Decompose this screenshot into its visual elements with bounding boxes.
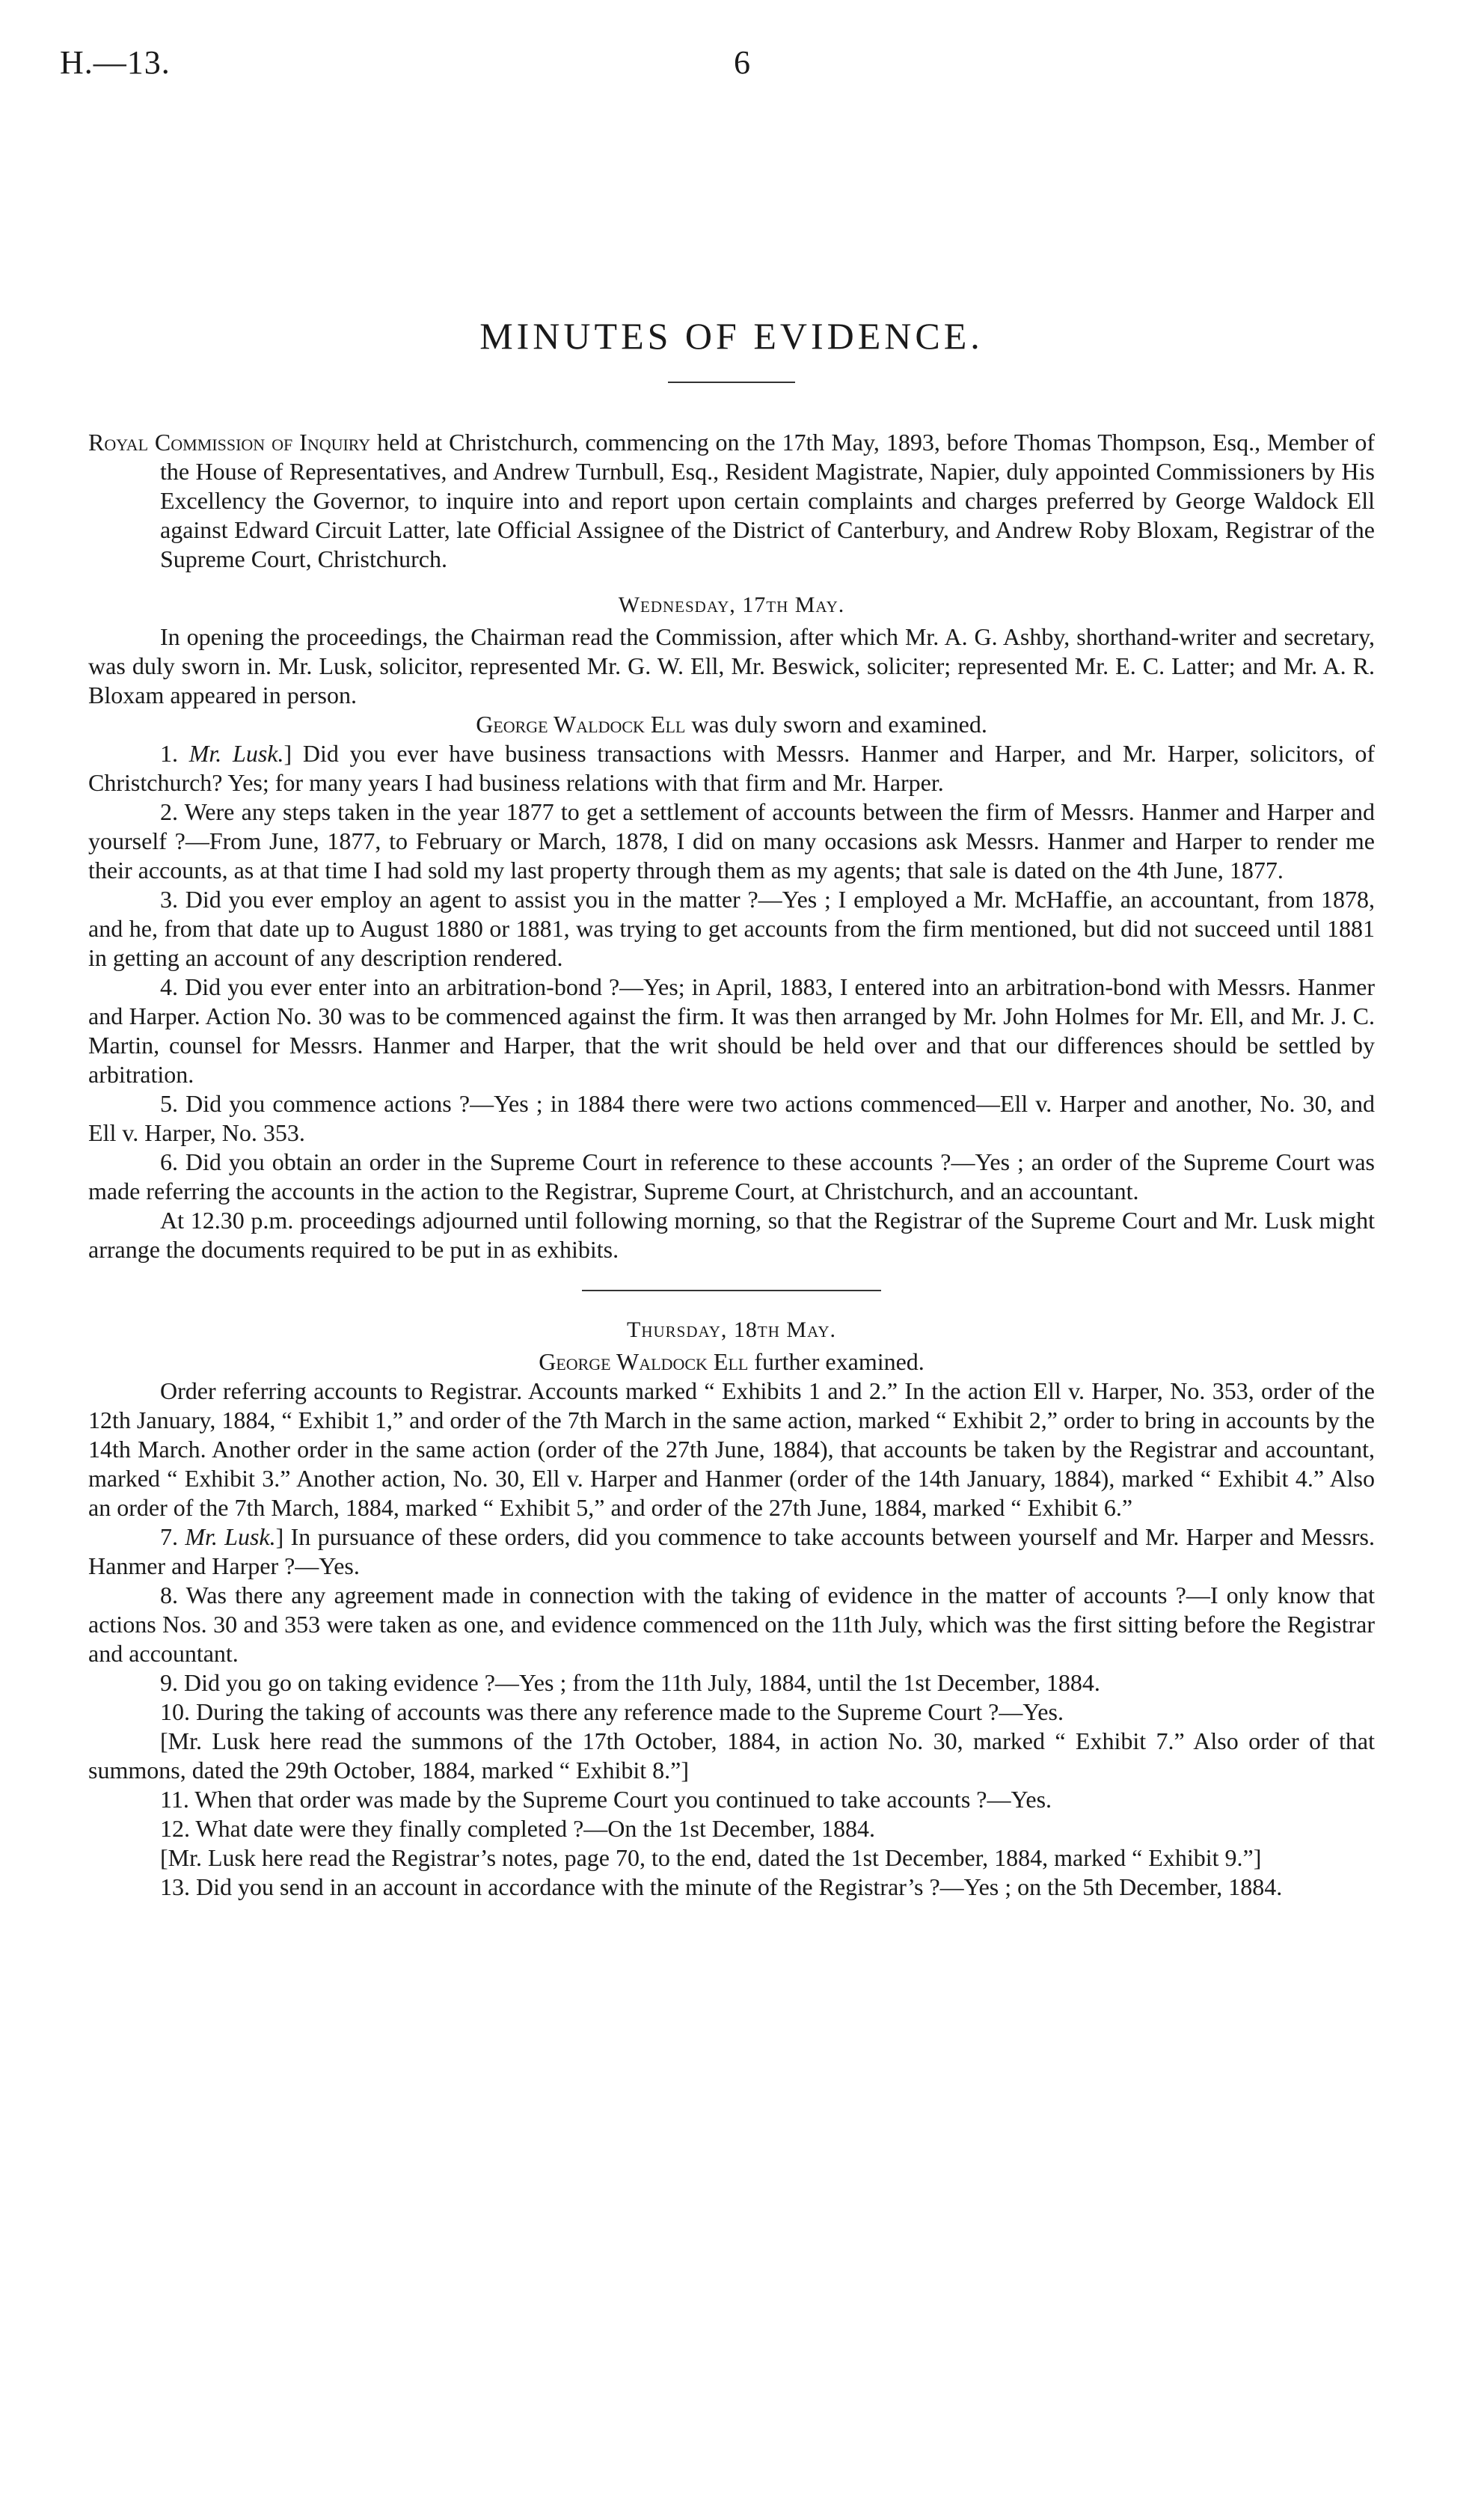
question-text: ] In pursuance of these orders, did you commence to take accounts between yourself and Mr. Harper and Messrs. Hanmer and Harper ?—Yes. [88, 1523, 1376, 1579]
day2-witness-line [88, 1347, 1375, 1377]
question-9: 9. Did you go on taking evidence ?—Yes ; from the 11th July, 1884, until the 1st December, 1884. [160, 1669, 1100, 1696]
day1-witness-line [88, 710, 1375, 739]
adjournment-note: At 12.30 p.m. proceedings adjourned until following morning, so that the Registrar of the Supreme Court and Mr. Lusk might arrange the documents required to be put in as exhibits. [88, 1207, 1375, 1263]
day1-heading: Wednesday, 17th May. [618, 593, 845, 617]
document-title: MINUTES OF EVIDENCE. [479, 315, 984, 357]
question-4: 4. Did you ever enter into an arbitration-bond ?—Yes; in April, 1883, I entered into an arbitration-bond with Messrs. Hanmer and Harper. Action No. 30 was to be commenced against the firm. It was then arranged by Mr. John Holmes for Mr. Ell, and Mr. J. C. Martin, counsel for Messrs. Hanmer and Harper, that the writ should be held over and that our differences should be settled by arbitration. [88, 973, 1375, 1088]
exhibit-note-9: [Mr. Lusk here read the Registrar’s notes, page 70, to the end, dated the 1st December, 1884, marked “ Exhibit 9.”] [160, 1844, 1262, 1871]
document-body [88, 314, 1375, 1902]
question-13: 13. Did you send in an account in accordance with the minute of the Registrar’s ?—Yes ; on the 5th December, 1884. [160, 1873, 1283, 1900]
question-speaker: Mr. Lusk. [188, 740, 284, 767]
section-divider [582, 1290, 881, 1291]
question-number: 7. [160, 1523, 186, 1550]
order-paragraph: Order referring accounts to Registrar. Accounts marked “ Exhibits 1 and 2.” In the action Ell v. Harper, No. 353, order of the 12th January, 1884, “ Exhibit 1,” and order of the 7th March in the same action, marked “ Exhibit 2,” order to bring in accounts by the 14th March. Another order in the same action (order of the 27th June, 1884), that accounts be taken by the Registrar and accountant, marked “ Exhibit 3.” Another action, No. 30, Ell v. Harper and Hanmer (order of the 14th January, 1884), marked “ Exhibit 4.” Also an order of the 7th March, 1884, marked “ Exhibit 5,” and order of the 27th June, 1884, marked “ Exhibit 6.” [88, 1377, 1375, 1521]
question-11: 11. When that order was made by the Supreme Court you continued to take accounts ?—Yes. [160, 1786, 1052, 1813]
exhibit-note-7-8: [Mr. Lusk here read the summons of the 17th October, 1884, in action No. 30, marked “ Exhibit 7.” Also order of that summons, dated the 29th October, 1884, marked “ Exhibit 8.”] [88, 1727, 1375, 1784]
witness-status: further examined. [748, 1348, 925, 1375]
day2-heading: Thursday, 18th May. [627, 1317, 836, 1342]
question-5: 5. Did you commence actions ?—Yes ; in 1884 there were two actions commenced—Ell v. Harper and another, No. 30, and Ell v. Harper, No. 353. [88, 1090, 1375, 1146]
day1-opening: In opening the proceedings, the Chairman read the Commission, after which Mr. A. G. Ashby, shorthand-writer and secretary, was duly sworn in. Mr. Lusk, solicitor, represented Mr. G. W. Ell, Mr. Beswick, soliciter; represented Mr. E. C. Latter; and Mr. A. R. Bloxam appeared in person. [88, 623, 1375, 708]
intro-lead: Royal Commission of Inquiry [88, 429, 371, 456]
page-number: 6 [734, 44, 750, 81]
question-6: 6. Did you obtain an order in the Supreme Court in reference to these accounts ?—Yes ; an order of the Supreme Court was made referring the accounts in the action to the Registrar, Supreme Court, at Christchurch, and an accountant. [88, 1148, 1375, 1204]
document-code: H.—13. [60, 44, 171, 81]
page-header [60, 43, 1424, 96]
intro-text: held at Christchurch, commencing on the 17th May, 1893, before Thomas Thompson, Esq., Member of the House of Representatives, and Andrew Turnbull, Esq., Resident Magistrate, Napier, duly appointed Commissioners by His Excellency the Governor, to inquire into and report upon certain complaints and charges preferred by George Waldock Ell against Edward Circuit Latter, late Official Assignee of the District of Canterbury, and Andrew Roby Bloxam, Registrar of the Supreme Court, Christchurch. [160, 429, 1375, 572]
question-12: 12. What date were they finally completed ?—On the 1st December, 1884. [160, 1815, 876, 1842]
witness-status: was duly sworn and examined. [685, 711, 987, 738]
title-divider [668, 382, 795, 383]
question-1 [88, 739, 1375, 798]
question-text: ] Did you ever have business transactions with Messrs. Hanmer and Harper, and Mr. Harper, solicitors, of Christchurch? Yes; for many years I had business relations with that firm and Mr. Harper. [88, 740, 1376, 796]
question-speaker: Mr. Lusk. [185, 1523, 276, 1550]
question-3: 3. Did you ever employ an agent to assist you in the matter ?—Yes ; I employed a Mr. McHaffie, an accountant, from 1878, and he, from that date up to August 1880 or 1881, was trying to get accounts from the firm mentioned, but did not succeed until 1881 in getting an account of any description rendered. [88, 886, 1375, 971]
question-7 [88, 1522, 1375, 1581]
intro-paragraph [88, 428, 1375, 574]
question-10: 10. During the taking of accounts was there any reference made to the Supreme Court ?—Yes. [160, 1698, 1064, 1725]
witness-name: George Waldock Ell [539, 1348, 749, 1375]
witness-name: George Waldock Ell [476, 711, 686, 738]
question-number: 1. [160, 740, 189, 767]
question-2: 2. Were any steps taken in the year 1877 to get a settlement of accounts between the firm of Messrs. Hanmer and Harper and yourself ?—From June, 1877, to February or March, 1878, I did on many occasions ask Messrs. Hanmer and Harper to render me their accounts, as at that time I had sold my last property through them as my agents; that sale is dated on the 4th June, 1877. [88, 798, 1375, 884]
question-8: 8. Was there any agreement made in connection with the taking of evidence in the matter of accounts ?—I only know that actions Nos. 30 and 353 were taken as one, and evidence commenced on the 11th July, which was the first sitting before the Registrar and accountant. [88, 1582, 1375, 1667]
